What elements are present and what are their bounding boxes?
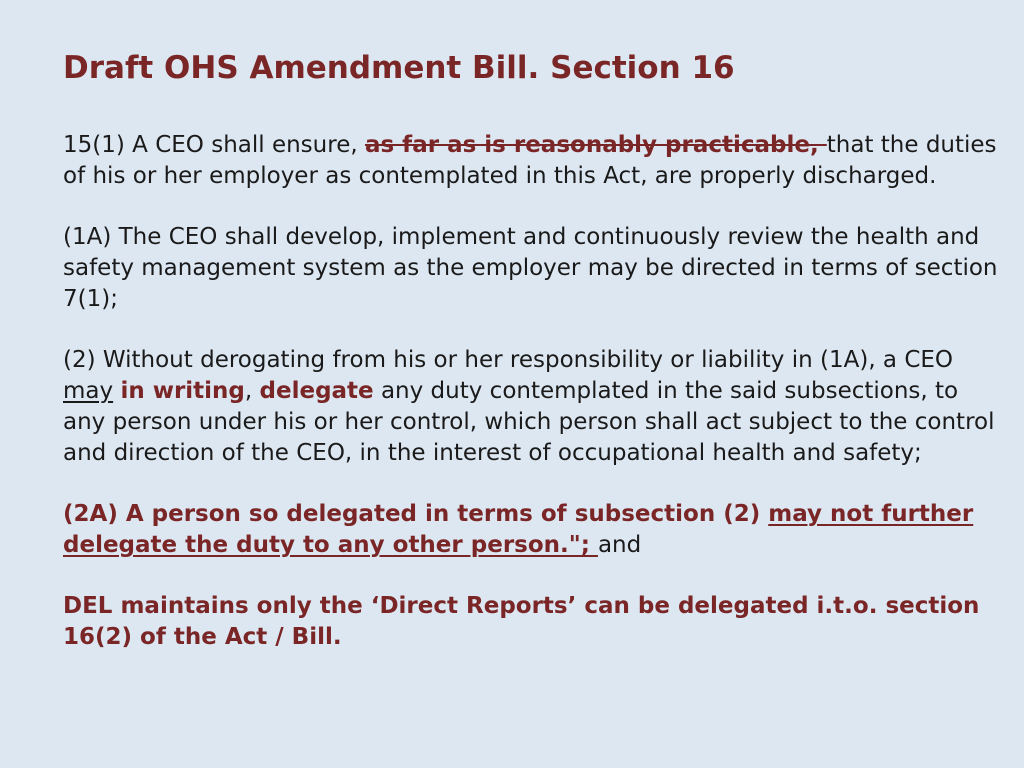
p3-may: may — [63, 378, 114, 404]
slide-body — [63, 44, 998, 653]
p4-tail: and — [597, 532, 642, 558]
p3-lead: (2) Without derogating from his or her responsibility or liability in (1A), a CEO — [63, 347, 954, 373]
p3-delegate: delegate — [259, 378, 374, 404]
paragraph-2a — [63, 499, 998, 561]
slide-title: Draft OHS Amendment Bill. Section 16 — [63, 50, 735, 86]
paragraph-15-1 — [63, 130, 998, 192]
p3-in-writing: in writing — [120, 378, 245, 404]
paragraph-1a: (1A) The CEO shall develop, implement and continuously review the health and safety management system as the employer may be directed in terms of section 7(1); — [63, 224, 998, 312]
p3-rest: any duty contemplated in the said subsections, to any person under his or her control, which person shall act subject to the control and direction of the CEO, in the interest of occupational health and safety; — [63, 378, 995, 466]
p4-underlined: may not further delegate the duty to any other person."; — [63, 501, 974, 558]
paragraph-del-note: DEL maintains only the ‘Direct Reports’ can be delegated i.t.o. section 16(2) of the Act / Bill. — [63, 593, 980, 650]
p3-comma: , — [244, 378, 260, 404]
p1-rest: that the duties of his or her employer as contemplated in this Act, are properly discharged. — [63, 132, 997, 189]
p1-struck-text: as far as is reasonably practicable, — [364, 132, 827, 158]
p4-lead: (2A) A person so delegated in terms of subsection (2) — [63, 501, 769, 527]
paragraph-2 — [63, 345, 998, 469]
p1-lead: 15(1) A CEO shall ensure, — [63, 132, 365, 158]
